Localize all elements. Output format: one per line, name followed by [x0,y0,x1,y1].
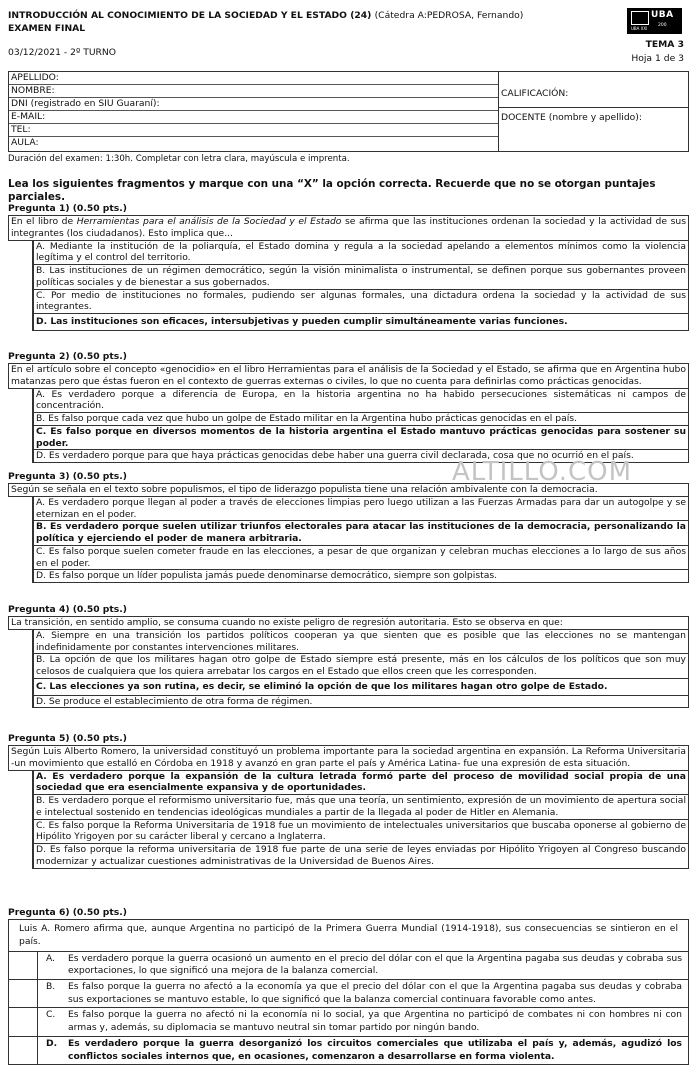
option-c[interactable] [32,546,689,571]
field-nombre[interactable]: NOMBRE: [9,85,498,98]
question-6 [8,907,689,1065]
question-header: Pregunta 5) (0.50 pts.) [8,733,127,744]
option-text: A. Mediante la institución de la poliarquía, el Estado domina y regula a la sociedad apelando a elementos mínimos como la violencia legítima y el control del territorio. [33,241,688,265]
option-c[interactable] [8,1008,689,1036]
option-text: C. Las elecciones ya son rutina, es decir, se eliminó la opción de que los militares hagan otro golpe de Estado. [33,679,688,695]
logo-anniversary: 200 [658,23,667,28]
option-c[interactable] [32,820,689,845]
option-b[interactable] [32,521,689,546]
option-b[interactable] [32,654,689,679]
option-d[interactable] [8,1037,689,1065]
option-text: D. Las instituciones son eficaces, intersubjetivas y pueden cumplir simultáneamente varias funciones. [33,314,688,330]
option-text: B. La opción de que los militares hagan otro golpe de Estado siempre está presente, más en los cálculos de los políticos que son muy celosos de cualquiera que los quiera arrebatar los cargos en el Estado que ellos creen que les corresponden. [33,654,688,678]
question-stem: En el artículo sobre el concepto «genocidio» en el libro Herramientas para el análisis de la Sociedad y el Estado, se afirma que en Argentina hubo matanzas pero que éstas fueron en el contexto de guerras externas o civiles, lo que no cuenta para definirlas como prácticas genocidas. [8,363,689,389]
option-text: C. Es falso porque la Reforma Universitaria de 1918 fue un movimiento de intelectuales universitarios que buscaba oponerse al gobierno de Hipólito Yrigoyen por su carácter liberal y cercano a Inglaterra. [33,820,688,844]
option-a[interactable] [32,389,689,414]
field-dni[interactable]: DNI (registrado en SIU Guaraní): [9,98,498,111]
option-text: D. Es verdadero porque para que haya prácticas genocidas debe haber una guerra civil declarada, cosa que no ocurrió en el país. [33,450,688,462]
instructions: Lea los siguientes fragmentos y marque con una “X” la opción correcta. Recuerde que no se otorgan puntajes parciales. [8,178,656,204]
question-header: Pregunta 1) (0.50 pts.) [8,203,127,214]
option-c[interactable] [32,290,689,315]
option-b[interactable] [32,265,689,290]
exam-title [8,10,523,22]
question-header: Pregunta 4) (0.50 pts.) [8,604,127,615]
answer-box[interactable] [9,980,38,1007]
answer-box[interactable] [9,952,38,979]
student-fields [9,72,499,151]
option-a[interactable] [8,952,689,980]
option-letter: A. [46,952,56,964]
option-d[interactable] [32,844,689,869]
logo-subtext: UBA XXI [631,26,648,31]
option-a[interactable] [32,241,689,266]
docente-label: DOCENTE (nombre y apellido): [501,112,642,123]
duration-note: Duración del examen: 1:30h. Completar con letra clara, mayúscula e imprenta. [8,154,350,164]
question-header: Pregunta 2) (0.50 pts.) [8,351,127,362]
option-d[interactable] [32,696,689,709]
calificacion-label: CALIFICACIÓN: [501,88,569,99]
option-d[interactable] [32,570,689,583]
course-title: INTRODUCCIÓN AL CONOCIMIENTO DE LA SOCIEDAD Y EL ESTADO (24) [8,10,372,21]
stem-text: En el libro de [11,216,77,227]
option-text: D. Es falso porque un líder populista jamás puede denominarse democrático, siempre son golpistas. [33,570,688,582]
question-3 [8,471,689,583]
option-letter: D. [46,1037,58,1049]
option-b[interactable] [32,795,689,820]
question-stem [8,215,689,241]
book-title: Herramientas para el análisis de la Sociedad y el Estado [76,216,342,227]
student-info-box [8,71,689,152]
question-stem: Luis A. Romero afirma que, aunque Argentina no participó de la Primera Guerra Mundial (1914-1918), sus consecuencias se sintieron en el país. [8,919,689,952]
watermark: ALTILLO.COM [452,457,633,487]
field-aula[interactable]: AULA: [11,137,39,149]
option-text: Es falso porque la guerra no afectó a la economía ya que el precio del dólar con el que la Argentina pagaba sus deudas y cobraba sus exportaciones se mantuvo estable, lo que significó que la balanza comercial continuara favorable como antes. [68,981,682,1005]
option-a[interactable] [32,630,689,655]
option-text: Es verdadero porque la guerra desorganizó los circuitos comerciales que utilizaba el país y, además, agudizó los conflictos sociales internos que, en ocasiones, comenzaron a desarrollarse en forma violenta. [68,1037,682,1062]
option-text: B. Es verdadero porque el reformismo universitario fue, más que una teoría, un sentimiento, expresión de un movimiento de apertura social e intelectual sostenido en tendencias ideológicas mundiales a partir de la llegada al poder de Hitler en Alemania. [33,795,688,819]
question-5 [8,733,689,869]
exam-type: EXAMEN FINAL [8,23,86,34]
option-text: Es falso porque la guerra no afectó ni la economía ni lo social, ya que Argentina no participó de combates ni con hombres ni con armas y, además, su diplomacia se mantuvo neutral sin tomar partido por ningún bando. [68,1009,682,1034]
question-stem: Según Luis Alberto Romero, la universidad constituyó un problema importante para la sociedad argentina en expansión. La Reforma Universitaria -un movimiento que estalló en Córdoba en 1918 y avanzó en gran parte el país y América Latina- fue una expresión de esta situación. [8,745,689,771]
option-text: D. Se produce el establecimiento de otra forma de régimen. [33,696,688,708]
exam-date: 03/12/2021 - 2º TURNO [8,47,117,58]
option-text: A. Siempre en una transición los partidos políticos cooperan ya que sienten que es posible que las elecciones no se mantengan indefinidamente por constantes intervenciones militares. [33,630,688,654]
field-email[interactable]: E-MAIL: [9,111,498,124]
question-1 [8,203,689,331]
option-text: Es verdadero porque la guerra ocasionó un aumento en el precio del dólar con el que la Argentina pagaba sus deudas y cobraba sus exportaciones, lo que significó una mejora de la balanza comercial. [68,952,682,977]
question-header: Pregunta 3) (0.50 pts.) [8,471,127,482]
question-stem: Según se señala en el texto sobre populismos, el tipo de liderazgo populista tiene una relación ambivalente con la democracia. [8,483,689,497]
option-text: C. Por medio de instituciones no formales, pudiendo ser algunas formales, una dictadura ordena la sociedad y la actividad de sus integrantes. [33,290,688,314]
option-text: D. Es falso porque la reforma universitaria de 1918 fue parte de una serie de leyes enviadas por Hipólito Yrigoyen al Congreso buscando modernizar y actualizar cuestiones administrativas de la Universidad de Buenos Aires. [33,844,688,868]
answer-box[interactable] [9,1037,38,1064]
tema-label: TEMA 3 [645,39,684,50]
option-text: A. Es verdadero porque llegan al poder a través de elecciones limpias pero luego utilizan a las Fuerzas Armadas para dar un autogolpe y se eternizan en el poder. [33,497,688,521]
option-a[interactable] [32,771,689,796]
stem-text: se afirma que las instituciones ordenan la sociedad y la actividad de sus integrantes (los ciudadanos). Esto implica que... [11,216,686,239]
option-d[interactable] [32,314,689,331]
logo-text: UBA [651,10,674,20]
option-text: B. Es falso porque cada vez que hubo un golpe de Estado militar en la Argentina hubo prácticas genocidas en el país. [33,413,688,425]
option-letter: C. [46,1009,56,1021]
option-c[interactable] [32,679,689,696]
question-2 [8,351,689,463]
option-text: C. Es falso porque suelen cometer fraude en las elecciones, a pesar de que organizan y celebran muchas elecciones a lo largo de sus años en el poder. [33,546,688,570]
chair-name: (Cátedra A:PEDROSA, Fernando) [374,10,524,21]
uba-logo [627,8,682,34]
option-c[interactable] [32,426,689,451]
option-text: B. Las instituciones de un régimen democrático, según la visión minimalista o instrumental, se definen porque sus gobernantes proveen políticas sociales y de bienestar a sus gobernados. [33,265,688,289]
answer-box[interactable] [9,1008,38,1035]
logo-mark-icon [631,11,649,25]
option-text: C. Es falso porque en diversos momentos de la historia argentina el Estado mantuvo prácticas genocidas para sostener su poder. [33,426,688,450]
option-letter: B. [46,981,56,993]
option-text: A. Es verdadero porque la expansión de la cultura letrada formó parte del proceso de movilidad social propia de una sociedad que era esencialmente expansiva y de oportunidades. [33,771,688,795]
page-indicator: Hoja 1 de 3 [631,53,684,64]
question-stem: La transición, en sentido amplio, se consuma cuando no existe peligro de regresión autoritaria. Esto se observa en que: [8,616,689,630]
question-4 [8,604,689,708]
field-tel[interactable]: TEL: [9,124,498,137]
option-text: A. Es verdadero porque a diferencia de Europa, en la historia argentina no ha habido persecuciones sistemáticas ni campos de concentración. [33,389,688,413]
option-b[interactable] [32,413,689,426]
info-divider [498,107,689,108]
option-b[interactable] [8,980,689,1008]
field-apellido[interactable]: APELLIDO: [9,72,498,85]
option-text: B. Es verdadero porque suelen utilizar triunfos electorales para atacar las instituciones de la democracia, personalizando la política y ejerciendo el poder de manera arbitraria. [33,521,688,545]
option-a[interactable] [32,497,689,522]
question-header: Pregunta 6) (0.50 pts.) [8,907,127,918]
